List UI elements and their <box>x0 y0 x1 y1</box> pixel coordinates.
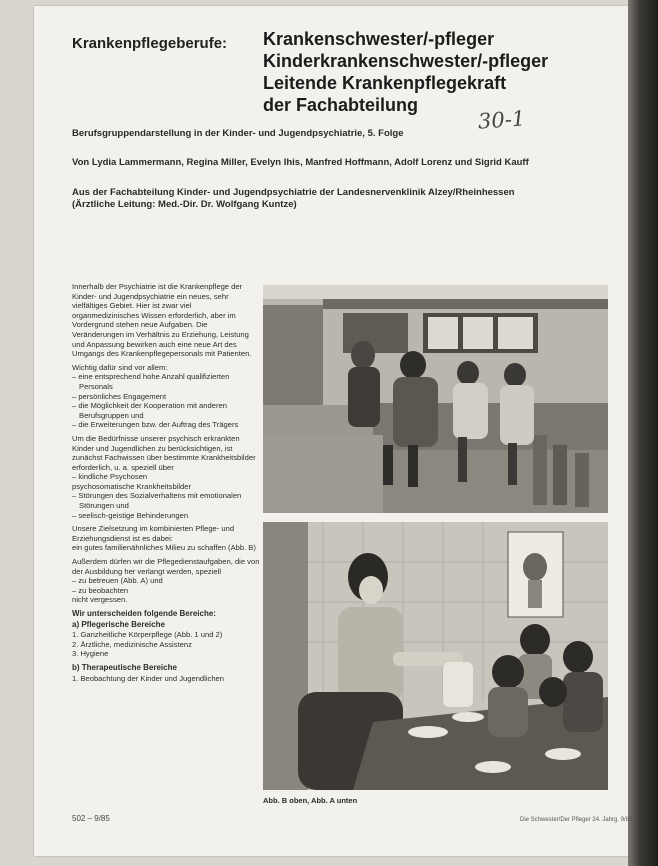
areas-b-heading: b) Therapeutische Bereiche <box>72 662 177 672</box>
important-list <box>72 372 260 430</box>
list-item: – die Erweiterungen bzw. der Auftrag des Trägers <box>72 420 239 430</box>
list-item: psychosomatische Krankheitsbilder <box>72 481 192 491</box>
authors-line: Von Lydia Lammermann, Regina Miller, Evelyn Ihis, Manfred Hoffmann, Adolf Lorenz und Sigrid Kauff <box>72 157 529 168</box>
areas-a-heading: a) Pflegerische Bereiche <box>72 619 165 629</box>
page-number: 502 – 9/85 <box>72 814 110 823</box>
needs-list <box>72 472 260 520</box>
journal-citation: Die Schwester/Der Pfleger 24. Jahrg. 9/85 <box>520 817 633 823</box>
title-line-4: der Fachabteilung <box>263 95 419 115</box>
needs-lead: Um die Bedürfnisse unserer psychisch erkrankten Kinder und Jugendlichen zu berücksichtigen, ist zunächst Fachwissen über bestimmte Krankheitsbilder erforderlich, u. a. speziell über <box>72 433 256 472</box>
photo-illustration <box>263 285 608 513</box>
title-line-3: Leitende Krankenpflegekraft <box>263 73 507 93</box>
list-item: – persönliches Engagement <box>72 391 167 401</box>
list-item: 3. Hygiene <box>72 649 109 659</box>
book-spine <box>628 0 658 866</box>
list-item: – zu beobachten <box>72 585 129 595</box>
areas-heading: Wir unterscheiden folgende Bereiche: <box>72 609 216 618</box>
series-subtitle: Berufsgruppendarstellung in der Kinder- und Jugendpsychiatrie, 5. Folge <box>72 128 404 139</box>
list-item: ein gutes familienähnliches Milieu zu schaffen (Abb. B) <box>72 543 256 553</box>
body-text-column <box>72 282 260 687</box>
photo-meal-table <box>263 522 608 790</box>
title-line-2: Kinderkrankenschwester/-pfleger <box>263 51 549 71</box>
list-item: – Störungen des Sozialverhaltens mit emotionalen Störungen und <box>72 491 242 511</box>
goal-list <box>72 543 260 553</box>
intro-paragraph: Innerhalb der Psychiatrie ist die Krankenpflege der Kinder- und Jugendpsychiatrie ein neues, sehr vielfältiges Gebiet. Hier ist zwar viel organmedizinisches Wissen erforderlich, aber im Vordergrund stehen neue Aufgaben. Die Veränderungen im Verhältnis zu Erziehung, Leistung und Anpassung bewirken auch eine neue Art des Umgangs des Krankenpflegepersonals mit Patienten. <box>72 282 252 359</box>
tasks-list <box>72 576 260 595</box>
affiliation-line-1: Aus der Fachabteilung Kinder- und Jugendpsychiatrie der Landesnervenklinik Alzey/Rheinhessen <box>72 187 515 198</box>
handwritten-note: 30-1 <box>477 106 526 134</box>
list-item: – zu betreuen (Abb. A) und <box>72 576 163 586</box>
tasks-lead: Außerdem dürfen wir die Pflegedienstaufgaben, die von der Ausbildung her verlangt werden, speziell <box>72 557 260 576</box>
important-lead: Wichtig dafür sind vor allem: <box>72 362 168 372</box>
affiliation <box>72 187 602 211</box>
list-item: 2. Ärztliche, medizinische Assistenz <box>72 639 192 649</box>
areas-a-list <box>72 630 260 659</box>
list-item: – kindliche Psychosen <box>72 472 148 482</box>
section-category: Krankenpflegeberufe: <box>72 35 228 52</box>
photo-children-outdoors <box>263 285 608 513</box>
areas-b-list <box>72 674 260 684</box>
list-item: – seelisch-geistige Behinderungen <box>72 510 189 520</box>
list-item: 1. Ganzheitliche Körperpflege (Abb. 1 und 2) <box>72 630 223 640</box>
title-line-1: Krankenschwester/-pfleger <box>263 29 495 49</box>
list-item: – eine entsprechend hohe Anzahl qualifizierten Personals <box>72 372 230 391</box>
affiliation-line-2: (Ärztliche Leitung: Med.-Dir. Dr. Wolfgang Kuntze) <box>72 199 297 210</box>
tasks-tail: nicht vergessen. <box>72 595 128 605</box>
article-title <box>263 28 623 116</box>
figure-caption: Abb. B oben, Abb. A unten <box>263 796 358 805</box>
photo-illustration <box>263 522 608 790</box>
list-item: 1. Beobachtung der Kinder und Jugendlichen <box>72 673 224 683</box>
goal-lead: Unsere Zielsetzung im kombinierten Pflege- und Erziehungsdienst ist es dabei: <box>72 524 235 543</box>
list-item: – die Möglichkeit der Kooperation mit anderen Berufsgruppen und <box>72 401 227 420</box>
